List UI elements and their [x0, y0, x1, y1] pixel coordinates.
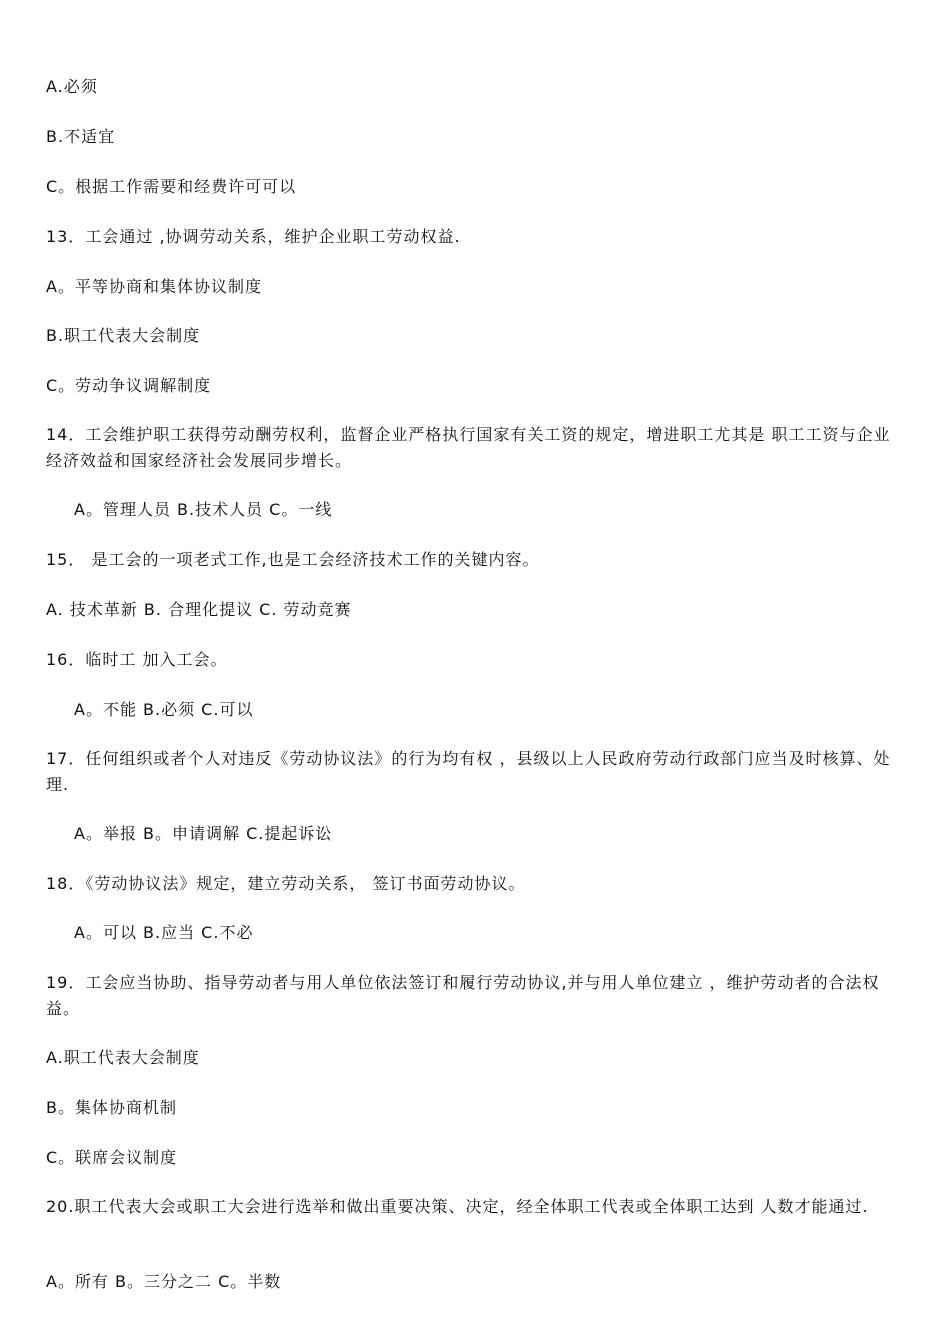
option-line: B。集体协商机制 [46, 1098, 177, 1117]
option-line: B.职工代表大会制度 [46, 326, 201, 345]
question-15: 15． 是工会的一项老式工作,也是工会经济技术工作的关键内容。 [46, 550, 540, 569]
option-line: A。可以 B.应当 C.不必 [74, 923, 254, 942]
question-16: 16．临时工 加入工会。 [46, 650, 228, 669]
option-line: A.职工代表大会制度 [46, 1048, 200, 1067]
option-line: A。不能 B.必须 C.可以 [74, 700, 254, 719]
question-14: 14．工会维护职工获得劳动酬劳权利，监督企业严格执行国家有关工资的规定，增进职工尤其是 职工工资与企业经济效益和国家经济社会发展同步增长。 [46, 425, 891, 470]
option-line: A.必须 [46, 77, 98, 96]
option-line: C。根据工作需要和经费许可可以 [46, 177, 297, 196]
question-17: 17．任何组织或者个人对违反《劳动协议法》的行为均有权 ，县级以上人民政府劳动行政部门应当及时核算、处理. [46, 749, 891, 794]
question-20: 20.职工代表大会或职工大会进行选举和做出重要决策、决定，经全体职工代表或全体职工达到 人数才能通过. [46, 1197, 869, 1216]
option-line: A。平等协商和集体协议制度 [46, 277, 262, 296]
option-line: C。联席会议制度 [46, 1148, 178, 1167]
option-line: A。管理人员 B.技术人员 C。一线 [74, 500, 333, 519]
question-13: 13．工会通过 ,协调劳动关系，维护企业职工劳动权益. [46, 227, 461, 246]
option-line: B.不适宜 [46, 127, 116, 146]
question-19: 19．工会应当协助、指导劳动者与用人单位依法签订和履行劳动协议,并与用人单位建立 ，维护劳动者的合法权益。 [46, 973, 880, 1018]
option-line: A。所有 B。三分之二 C。半数 [46, 1272, 282, 1291]
option-line: C。劳动争议调解制度 [46, 376, 212, 395]
question-18: 18．《劳动协议法》规定，建立劳动关系， 签订书面劳动协议。 [46, 874, 526, 893]
option-line: A. 技术革新 B. 合理化提议 C. 劳动竞赛 [46, 600, 352, 619]
option-line: A。举报 B。申请调解 C.提起诉讼 [74, 824, 333, 843]
